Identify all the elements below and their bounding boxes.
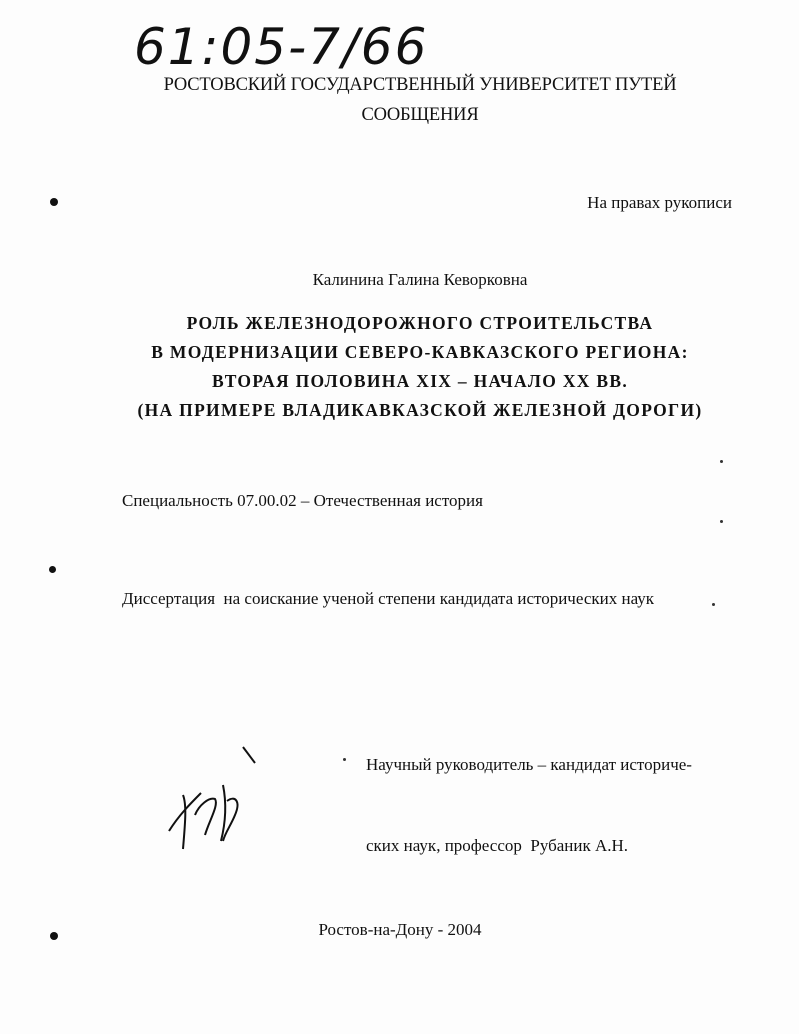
title-line-1: РОЛЬ ЖЕЛЕЗНОДОРОЖНОГО СТРОИТЕЛЬСТВА <box>186 313 654 333</box>
dissertation-title <box>100 309 740 425</box>
degree-line: Диссертация на соискание ученой степени кандидата исторических наук <box>122 589 655 608</box>
archive-code-handwritten <box>130 14 460 74</box>
specialty-line: Специальность 07.00.02 – Отечественная история <box>122 491 483 510</box>
scan-speck <box>50 932 58 940</box>
scan-speck <box>343 758 346 761</box>
title-line-4: (НА ПРИМЕРЕ ВЛАДИКАВКАЗСКОЙ ЖЕЛЕЗНОЙ ДОРОГИ) <box>137 400 703 420</box>
supervisor-line-1: Научный руководитель – кандидат историче- <box>366 755 692 774</box>
supervisor-line-2: ских наук, профессор Рубаник А.Н. <box>366 836 629 855</box>
signature <box>165 745 275 855</box>
handwritten-signature-icon <box>165 745 275 855</box>
rights-note: На правах рукописи <box>587 193 732 212</box>
scan-speck <box>50 198 58 206</box>
title-line-2: В МОДЕРНИЗАЦИИ СЕВЕРО-КАВКАЗСКОГО РЕГИОНА: <box>151 342 689 362</box>
archive-code-text: 61:05-7/66 <box>134 18 429 74</box>
university-line-1: РОСТОВСКИЙ ГОСУДАРСТВЕННЫЙ УНИВЕРСИТЕТ ПУТЕЙ <box>163 75 677 95</box>
university-line-2: СООБЩЕНИЯ <box>361 105 479 125</box>
university-header <box>120 70 720 130</box>
title-line-3: ВТОРАЯ ПОЛОВИНА XIX – НАЧАЛО XX ВВ. <box>211 371 629 391</box>
author-name: Калинина Галина Кеворковна <box>312 270 528 289</box>
scan-speck <box>720 520 723 523</box>
handwritten-archive-code-icon <box>130 14 460 74</box>
scan-speck <box>49 566 56 573</box>
scan-speck <box>720 460 723 463</box>
supervisor-block <box>366 697 692 913</box>
city-year: Ростов-на-Дону - 2004 <box>318 920 482 939</box>
scan-speck <box>712 603 715 606</box>
